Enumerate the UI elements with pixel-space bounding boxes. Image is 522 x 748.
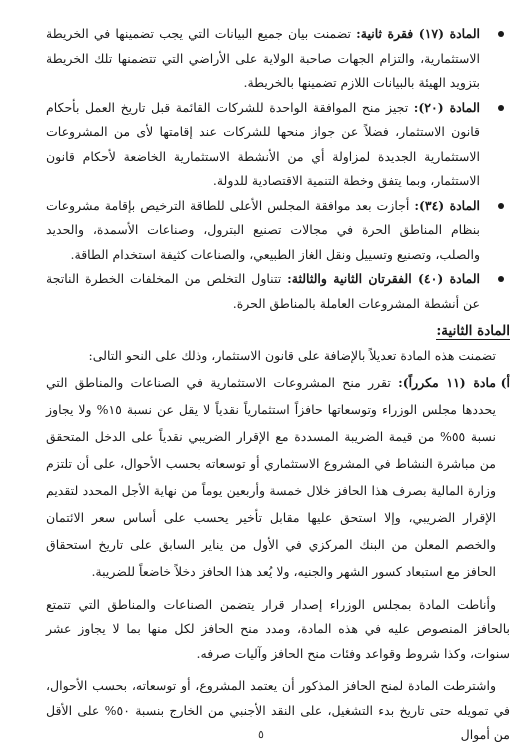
intro-paragraph: تضمنت هذه المادة تعديلاً بالإضافة على قانون الاستثمار، وذلك على النحو التالى: xyxy=(88,348,496,363)
list-item xyxy=(46,96,510,194)
bullet-icon xyxy=(498,203,504,209)
article-text: أجازت بعد موافقة المجلس الأعلى للطاقة الترخيص بإقامة مشروعات بنظام المناطق الحرة في مجالات تصنيع البترول، وصناعات الأسمدة، والحديد والصلب، وتصنيع وتسييل ونقل الغاز الطبيعي، والصناعات كثيفة استخدام الطاقة. xyxy=(46,197,480,262)
article-label: المادة (٢٠): xyxy=(413,99,481,115)
section-heading-text: المادة الثانية: xyxy=(436,323,510,339)
article-text: تتناول التخلص من المخلفات الخطرة الناتجة عن أنشطة المشروعات العاملة بالمناطق الحرة. xyxy=(46,271,480,311)
section-heading xyxy=(46,318,510,344)
item-a-paragraph xyxy=(46,369,510,585)
paragraph: واشترطت المادة لمنح الحافز المذكور أن يعتمد المشروع، أو توسعاته، بحسب الأحوال، في تمويله حتى تاريخ بدء التشغيل، على النقد الأجنبي من الخارج بنسبة ٥٠% على الأقل من أموال xyxy=(46,678,510,742)
article-label: المادة (٤٠) الفقرتان الثانية والثالثة: xyxy=(287,271,481,286)
item-letter: أ) xyxy=(500,374,510,390)
document-page xyxy=(46,22,510,748)
bullet-icon xyxy=(498,31,504,37)
article-text: تجيز منح الموافقة الواحدة للشركات القائمة قبل تاريخ العمل بأحكام قانون الاستثمار، فضلاً عن جواز منحها للشركات عند إقامتها لأى من المشروعات الاستثمارية الجديدة لمزاولة أي من الأنشطة الاستثمارية الخاضعة لأحكام قانون الاستثمار، وبما يتفق وخطة التنمية الاقتصادية للدولة. xyxy=(46,99,480,188)
spacer xyxy=(46,585,510,593)
article-label: مادة (١١ مكرراً): xyxy=(398,374,496,390)
bullet-icon xyxy=(498,276,504,282)
list-item xyxy=(46,22,510,96)
list-item xyxy=(46,194,510,268)
article-text: تضمنت بيان جميع البيانات التي يجب تضمينها في الخريطة الاستثمارية، والتزام الجهات صاحبة الولاية على الأراضي التي تتضمنها تلك الخريطة بتزويد الهيئة بالبيانات اللازم تضمينها بالخريطة. xyxy=(46,26,480,90)
article-label: المادة (١٧) فقرة ثانية: xyxy=(356,26,481,41)
amendments-list xyxy=(46,22,510,316)
list-item xyxy=(46,267,510,316)
article-text: تقرر منح المشروعات الاستثمارية في الصناعات والمناطق التي يحددها مجلس الوزراء وتوسعاتها حافزاً استثمارياً نقدياً لا يقل عن نسبة ١٥% ولا يجاوز نسبة ٥٥% من قيمة الضريبة المسددة مع الإقرار الضريبي نقدياً على الدخل المتحقق من مباشرة النشاط في المشروع الاستثماري أو توسعاته بحسب الأحوال، على أن تلتزم وزارة المالية بصرف هذا الحافز خلال خمسة وأربعين يوماً من نهاية الأجل المحدد لتقديم الإقرار الضريبي، وإلا استحق عليها مقابل تأخير يحسب على أساس سعر الائتمان والخصم المعلن من البنك المركزي في الأول من يناير السابق على تاريخ استحقاق الحافز مع استبعاد كسور الشهر والجنيه، ولا يُعد هذا الحافز دخلاً خاضعاً للضريبة. xyxy=(46,374,496,579)
paragraph: وأناطت المادة بمجلس الوزراء إصدار قرار يتضمن الصناعات والمناطق التي تتمتع بالحافز المنصوص عليه في هذه المادة، ومدد منح الحافز لكل منها بما لا يجاوز عشر سنوات، وكذا شروط وقواعد وفئات منح الحافز وآليات صرفه. xyxy=(46,596,510,661)
article-label: المادة (٣٤): xyxy=(414,197,480,213)
page-number: ٥ xyxy=(258,728,264,741)
spacer xyxy=(46,666,510,674)
bullet-icon xyxy=(498,105,504,111)
